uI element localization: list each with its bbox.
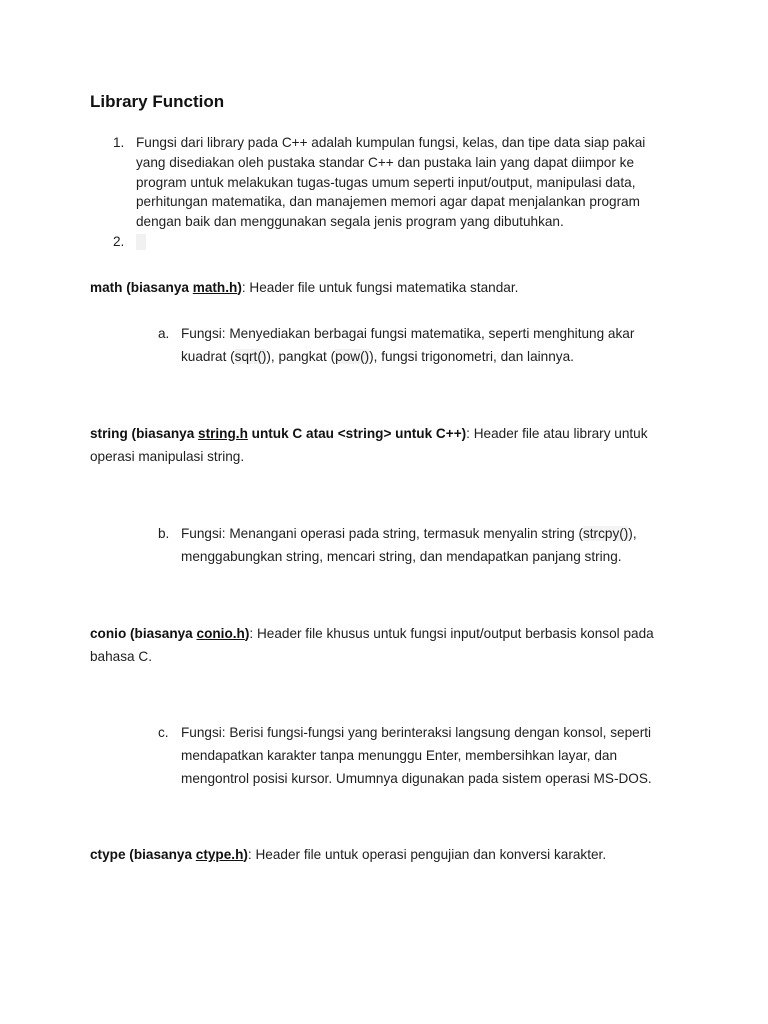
section-string xyxy=(90,422,680,468)
code-pow: pow() xyxy=(335,349,370,364)
library-name: ctype xyxy=(90,847,126,862)
section-description: : Header file khusus untuk fungsi input/output berbasis konsol pada bahasa C. xyxy=(90,626,654,664)
sub-item-text xyxy=(158,322,678,368)
paren-close: ) xyxy=(237,280,242,295)
header-file: math.h xyxy=(192,280,238,295)
list-item-text: Fungsi dari library pada C++ adalah kumpulan fungsi, kelas, dan tipe data siap pakai yang disediakan oleh pustaka standar C++ dan pustaka lain yang dapat diimpor ke program untuk melakukan tugas-tugas umum seperti input/output, manipulasi data, perhitungan matematika, dan manajemen memori agar dapat menjalankan program dengan baik dan menggunakan segala jenis program yang dibutuhkan. xyxy=(136,135,646,230)
header-note: untuk C atau <string> untuk C++) xyxy=(247,426,467,441)
paren-open: (biasanya xyxy=(127,426,199,441)
sub-text-post: ), menggabungkan string, mencari string, dan mendapatkan panjang string. xyxy=(181,526,637,564)
sub-letter: b. xyxy=(158,526,170,541)
page-title: Library Function xyxy=(90,92,225,111)
list-item-empty xyxy=(90,232,670,252)
header-file: ctype.h xyxy=(195,847,244,862)
code-strcpy: strcpy() xyxy=(582,526,629,541)
paren-close: ) xyxy=(244,626,250,641)
sub-letter: c. xyxy=(158,725,169,740)
sub-item-a xyxy=(158,322,678,368)
list-number: 1. xyxy=(113,135,125,150)
section-conio xyxy=(90,622,680,668)
section-math xyxy=(90,276,680,299)
section-description: : Header file untuk operasi pengujian dan konversi karakter. xyxy=(247,847,607,862)
library-name: string xyxy=(90,426,128,441)
section-ctype xyxy=(90,843,680,866)
paren-close: ) xyxy=(243,847,248,862)
code-sqrt: sqrt() xyxy=(234,349,267,364)
sub-item-text: Fungsi: Berisi fungsi-fungsi yang berinteraksi langsung dengan konsol, seperti mendapatkan karakter tanpa menunggu Enter, membersihkan layar, dan mengontrol posisi kursor. Umumnya digunakan pada sistem operasi MS-DOS. xyxy=(181,725,652,786)
header-file: string.h xyxy=(198,426,248,441)
paren-open: (biasanya xyxy=(125,847,196,862)
section-description: : Header file untuk fungsi matematika standar. xyxy=(241,280,519,295)
sub-text-pre: Fungsi: Menangani operasi pada string, termasuk menyalin string ( xyxy=(181,526,583,541)
sub-item-b xyxy=(158,522,678,568)
sub-text-pre: Fungsi: Menyediakan berbagai fungsi matematika, seperti menghitung akar kuadrat ( xyxy=(181,326,635,364)
sub-item-text xyxy=(158,522,678,568)
list-item xyxy=(90,133,670,232)
library-name: conio xyxy=(90,626,127,641)
library-name: math xyxy=(90,280,123,295)
header-file: conio.h xyxy=(196,626,245,641)
empty-highlight xyxy=(136,234,146,250)
sub-text-post: ), fungsi trigonometri, dan lainnya. xyxy=(369,349,574,364)
numbered-list xyxy=(90,133,670,252)
paren-open: (biasanya xyxy=(126,626,197,641)
list-number: 2. xyxy=(113,233,125,249)
sub-item-c xyxy=(158,721,678,790)
sub-letter: a. xyxy=(158,326,170,341)
section-description: : Header file atau library untuk operasi manipulasi string. xyxy=(90,426,648,464)
sub-text-mid: ), pangkat ( xyxy=(266,349,336,364)
paren-open: (biasanya xyxy=(122,280,193,295)
